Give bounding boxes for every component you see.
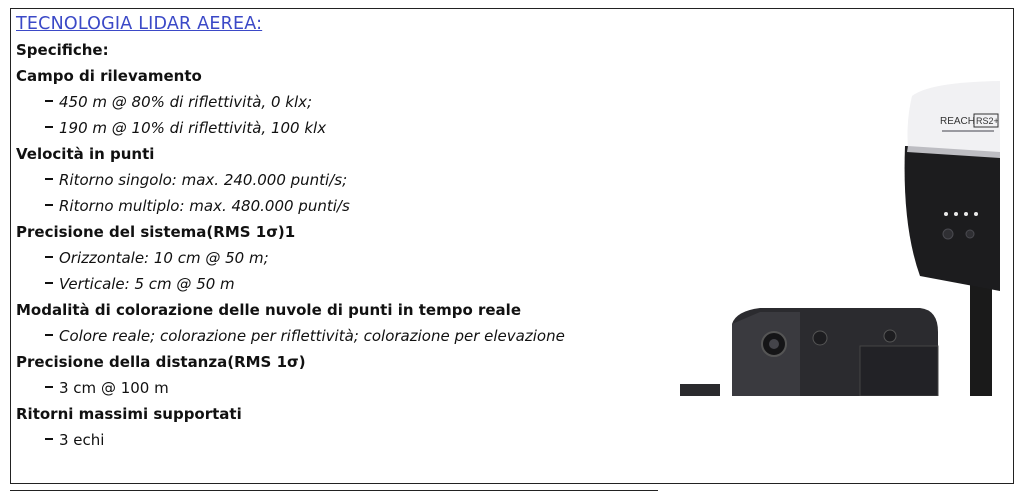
device-brand-label: REACH: [940, 116, 976, 127]
dash-bullet-icon: [45, 204, 53, 206]
lidar-device-illustration: [680, 76, 1000, 396]
spec-item: Orizzontale: 10 cm @ 50 m;: [16, 245, 696, 271]
specs-subtitle: Specifiche:: [16, 41, 109, 59]
spec-heading: Modalità di colorazione delle nuvole di punti in tempo reale: [16, 301, 521, 319]
spec-item: 190 m @ 10% di riflettività, 100 klx: [16, 115, 696, 141]
spec-item: Ritorno multiplo: max. 480.000 punti/s: [16, 193, 696, 219]
footer-divider: [10, 490, 658, 491]
spec-item: Verticale: 5 cm @ 50 m: [16, 271, 696, 297]
dash-bullet-icon: [45, 178, 53, 180]
spec-heading: Precisione della distanza(RMS 1σ): [16, 353, 306, 371]
spec-item: 3 cm @ 100 m: [16, 375, 696, 401]
device-model-label: RS2+: [976, 116, 999, 126]
spec-item: Ritorno singolo: max. 240.000 punti/s;: [16, 167, 696, 193]
spec-heading: Velocità in punti: [16, 145, 155, 163]
spec-content: [16, 11, 696, 453]
section-title: TECNOLOGIA LIDAR AEREA:: [16, 14, 263, 34]
spec-heading: Precisione del sistema(RMS 1σ)1: [16, 223, 296, 241]
spec-heading: Ritorni massimi supportati: [16, 405, 242, 423]
dash-bullet-icon: [45, 334, 53, 336]
dash-bullet-icon: [45, 256, 53, 258]
dash-bullet-icon: [45, 100, 53, 102]
spec-item: 450 m @ 80% di riflettività, 0 klx;: [16, 89, 696, 115]
dash-bullet-icon: [45, 386, 53, 388]
dash-bullet-icon: [45, 126, 53, 128]
spec-item: Colore reale; colorazione per riflettività; colorazione per elevazione: [16, 323, 696, 349]
spec-item: 3 echi: [16, 427, 696, 453]
product-photo: [680, 76, 1000, 396]
dash-bullet-icon: [45, 282, 53, 284]
spec-heading: Campo di rilevamento: [16, 67, 202, 85]
dash-bullet-icon: [45, 438, 53, 440]
